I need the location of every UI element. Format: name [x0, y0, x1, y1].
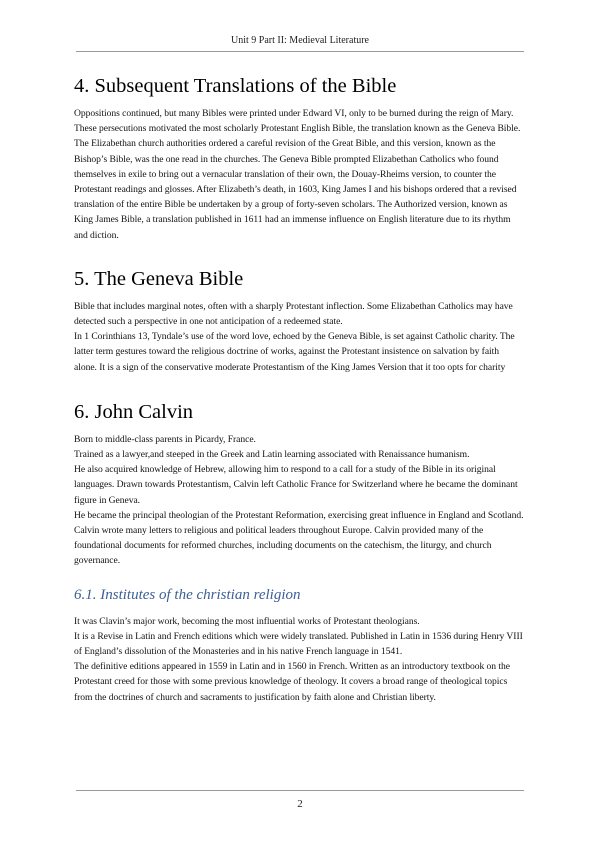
section-body-geneva-bible [74, 299, 524, 375]
paragraph: Trained as a lawyer,and steeped in the Greek and Latin learning associated with Renaissance humanism. [74, 449, 470, 461]
paragraph: In 1 Corinthians 13, Tyndale’s use of the word love, echoed by the Geneva Bible, is set against Catholic charity. The latter term gestures toward the religious doctrine of works, against the Protestant insistence on salvation by faith alone. It is a sign of the conservative moderate Protestantism of the King James Version that it too opts for charity [74, 331, 515, 373]
paragraph: It was Clavin’s major work, becoming the most influential works of Protestant theologians. [74, 615, 420, 627]
paragraph: He also acquired knowledge of Hebrew, allowing him to respond to a call for a study of the Bible in its original languages. Drawn towards Protestantism, Calvin left Catholic France for Switzerland where he became the dominant figure in Geneva. [74, 464, 518, 506]
paragraph: He became the principal theologian of the Protestant Reformation, exercising great influence in England and Scotland. Calvin wrote many letters to religious and political leaders throughout Europe. Calvin provided many of the foundational documents for reformed churches, including documents on the catechism, the liturgy, and church governance. [74, 509, 524, 567]
header-divider [76, 51, 524, 52]
section-heading-john-calvin: 6. John Calvin [74, 400, 194, 423]
paragraph: Bible that includes marginal notes, often with a sharply Protestant inflection. Some Elizabethan Catholics may have detected such a perspective in one not anticipation of a redeemed state. [74, 300, 513, 328]
section-body-john-calvin [74, 432, 524, 569]
section-heading-subsequent-translations: 4. Subsequent Translations of the Bible [74, 75, 397, 97]
paragraph: It is a Revise in Latin and French editions which were widely translated. Published in Latin in 1536 during Henry VIII of England’s dissolution of the Monasteries and in his native French language in 1541. [74, 630, 523, 658]
paragraph: Oppositions continued, but many Bibles were printed under Edward VI, only to be burned during the reign of Mary. [74, 108, 514, 119]
paragraph: Born to middle-class parents in Picardy, France. [74, 433, 256, 445]
subsection-body-institutes [74, 614, 524, 705]
running-header: Unit 9 Part II: Medieval Literature [230, 35, 369, 46]
paragraph: The definitive editions appeared in 1559 in Latin and in 1560 in French. Written as an introductory textbook on the Protestant creed for those with some previous knowledge of theology. It covers a broad range of theological topics from the doctrines of church and sacraments to justification by faith alone and Christian liberty. [74, 661, 510, 703]
subsection-heading-institutes: 6.1. Institutes of the christian religion [74, 586, 301, 603]
page-content [74, 64, 524, 705]
footer-divider [76, 790, 524, 791]
section-body-subsequent-translations [74, 106, 524, 243]
section-heading-geneva-bible: 5. The Geneva Bible [74, 267, 244, 290]
page-number: 2 [297, 798, 303, 810]
paragraph: These persecutions motivated the most scholarly Protestant English Bible, the translation known as the Geneva Bible. The Elizabethan church authorities ordered a careful revision of the Great Bible, and this version, known as the Bishop’s Bible, was the one read in the churches. The Geneva Bible prompted Elizabethan Catholics who found themselves in exile to bring out a vernacular translation of their own, the Douay-Rheims version, to counter the Protestant readings and glosses. After Elizabeth’s death, in 1603, King James I and his bishops ordered that a revised translation of the entire Bible be undertaken by a group of forty-seven scholars. The Authorized version, known as King James Bible, a translation published in 1611 had an immense influence on English literature due to its rhythm and diction. [74, 123, 521, 241]
